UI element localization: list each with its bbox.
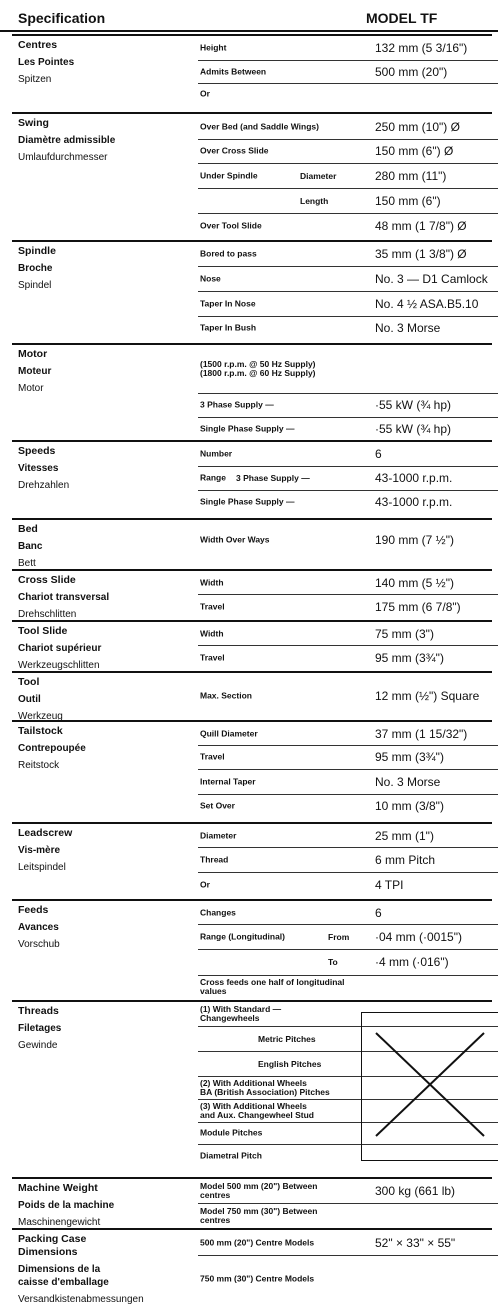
spec-parameter: Over Cross Slide — [200, 145, 269, 156]
section-label — [18, 445, 190, 496]
spec-value: 75 mm (3") — [375, 626, 434, 641]
section-label — [18, 1005, 190, 1056]
section-title-en: Cross Slide — [18, 574, 76, 586]
section-title-en: Bed — [18, 523, 38, 535]
section-label — [18, 39, 190, 90]
header-model: MODEL TF — [366, 10, 438, 26]
spec-value: 43-1000 r.p.m. — [375, 471, 453, 485]
spec-parameter: Diametral Pitch — [200, 1150, 262, 1160]
spec-parameter: 500 mm (20") Centre Models — [200, 1237, 315, 1247]
spec-parameter: (1) With Standard — Changewheels — [200, 1004, 282, 1023]
section-label — [18, 117, 190, 168]
spec-section — [12, 671, 492, 722]
spec-row — [198, 1255, 498, 1302]
section-label — [18, 1182, 190, 1233]
section-title-fr: Outil — [18, 694, 41, 705]
spec-row — [198, 520, 498, 560]
spec-section — [12, 720, 492, 818]
spec-row — [198, 242, 498, 267]
section-label — [18, 574, 190, 625]
spec-subparameter: Metric Pitches — [258, 1033, 316, 1044]
spec-row — [198, 924, 498, 950]
spec-value: 37 mm (1 15/32") — [375, 726, 468, 741]
spec-section — [12, 112, 492, 239]
spec-subparameter: To — [328, 957, 338, 967]
section-title-en: Packing Case Dimensions — [18, 1233, 87, 1258]
spec-parameter: Bored to pass — [200, 248, 257, 259]
spec-row — [198, 114, 498, 140]
section-title-fr: Chariot transversal — [18, 592, 110, 603]
section-title-de: Gewinde — [18, 1040, 58, 1051]
section-title-en: Centres — [18, 39, 58, 51]
spec-value: ·55 kW (¾ hp) — [375, 422, 452, 436]
spec-row — [198, 139, 498, 164]
spec-row — [198, 847, 498, 873]
spec-row — [198, 163, 498, 189]
spec-parameter: Quill Diameter — [200, 728, 258, 738]
spec-row — [198, 213, 498, 239]
spec-parameter: Diameter — [200, 830, 237, 840]
spec-value: 4 TPI — [375, 877, 404, 892]
section-title-en: Threads — [18, 1005, 59, 1017]
section-title-en: Motor — [18, 348, 48, 360]
spec-parameter: Set Over — [200, 800, 235, 811]
spec-value: 140 mm (5 ½") — [375, 575, 454, 590]
spec-row — [198, 1230, 498, 1256]
section-title-de: Spindel — [18, 280, 52, 291]
spec-parameter: (2) With Additional Wheels BA (British Association) Pitches — [200, 1077, 330, 1097]
spec-value: 6 — [375, 905, 382, 920]
spec-parameter: Or — [200, 88, 210, 98]
spec-value: 35 mm (1 3/8") Ø — [375, 247, 467, 261]
spec-row — [198, 673, 498, 718]
spec-section — [12, 34, 492, 104]
spec-value: 6 — [375, 447, 382, 461]
spec-parameter: Single Phase Supply — — [200, 423, 295, 434]
spec-row — [198, 824, 498, 848]
section-title-de: Werkzeug — [18, 711, 63, 722]
spec-parameter: Travel — [200, 652, 225, 662]
spec-row — [198, 571, 498, 595]
header-title: Specification — [18, 10, 106, 26]
section-title-fr: Moteur — [18, 366, 52, 377]
spec-value: 25 mm (1") — [375, 828, 434, 843]
spec-row — [198, 490, 498, 514]
spec-value: 150 mm (6") — [375, 193, 441, 208]
not-applicable-cross-box — [361, 1012, 498, 1161]
spec-parameter: Admits Between — [200, 66, 267, 76]
spec-section — [12, 518, 492, 569]
spec-subparameter: Length — [300, 195, 329, 206]
section-title-de: Werkzeugschlitten — [18, 660, 100, 671]
spec-subparameter: English Pitches — [258, 1058, 322, 1069]
spec-section — [12, 1000, 492, 1167]
spec-parameter: Or — [200, 879, 210, 889]
spec-row — [198, 794, 498, 818]
spec-section — [12, 240, 492, 340]
spec-parameter: Module Pitches — [200, 1127, 263, 1138]
section-title-de: Bett — [18, 558, 36, 569]
spec-value: 12 mm (½") Square — [375, 688, 480, 703]
section-title-fr: Vis-mère — [18, 845, 61, 856]
spec-parameter: Taper In Nose — [200, 298, 256, 308]
spec-row — [198, 594, 498, 619]
section-title-de: Motor — [18, 383, 44, 394]
spec-row — [198, 975, 498, 999]
spec-value: No. 3 Morse — [375, 774, 441, 789]
spec-value: 150 mm (6") Ø — [375, 144, 454, 158]
section-title-de: Reitstock — [18, 760, 60, 771]
spec-parameter: 3 Phase Supply — — [200, 399, 274, 410]
spec-section — [12, 620, 492, 670]
spec-row — [198, 316, 498, 340]
section-title-de: Versandkistenabmessungen — [18, 1294, 144, 1305]
spec-value: No. 3 — D1 Camlock — [375, 271, 488, 286]
section-label — [18, 725, 190, 776]
section-label — [18, 827, 190, 878]
spec-parameter: Range — [200, 472, 226, 483]
spec-parameter: Number — [200, 448, 233, 459]
spec-parameter: Range (Longitudinal) — [200, 931, 285, 941]
section-title-en: Tailstock — [18, 725, 63, 737]
spec-value: 48 mm (1 7/8") Ø — [375, 219, 467, 233]
spec-section — [12, 440, 492, 514]
spec-value: 250 mm (10") Ø — [375, 119, 460, 134]
spec-section — [12, 1228, 492, 1305]
spec-parameter: Travel — [200, 601, 225, 611]
spec-row — [198, 1179, 498, 1204]
spec-row — [198, 417, 498, 441]
spec-row — [198, 466, 498, 491]
section-title-en: Speeds — [18, 445, 56, 457]
section-title-en: Feeds — [18, 904, 49, 916]
spec-value: 95 mm (3¾") — [375, 750, 444, 764]
spec-section — [12, 569, 492, 619]
section-title-en: Swing — [18, 117, 49, 129]
spec-row — [198, 188, 498, 214]
spec-parameter: Over Bed (and Saddle Wings) — [200, 121, 319, 131]
spec-row — [198, 345, 498, 394]
spec-value: 500 mm (20") — [375, 64, 448, 79]
section-title-en: Tool Slide — [18, 625, 68, 637]
spec-parameter: Nose — [200, 273, 221, 283]
spec-parameter: Model 750 mm (30") Between centres — [200, 1206, 318, 1225]
spec-value: 280 mm (11") — [375, 168, 447, 183]
spec-parameter: Thread — [200, 854, 229, 864]
section-label — [18, 245, 190, 296]
spec-row — [198, 949, 498, 976]
section-title-fr: Les Pointes — [18, 57, 75, 68]
section-title-de: Drehschlitten — [18, 609, 77, 620]
cross-mark-icon — [362, 1013, 498, 1157]
spec-value: ·04 mm (·0015") — [375, 929, 462, 944]
spec-value: ·55 kW (¾ hp) — [375, 398, 452, 412]
section-title-en: Tool — [18, 676, 40, 688]
section-label — [18, 904, 190, 955]
section-title-de: Spitzen — [18, 74, 52, 85]
section-label — [18, 1233, 190, 1310]
section-title-en: Leadscrew — [18, 827, 73, 839]
spec-parameter: Taper In Bush — [200, 322, 257, 333]
spec-parameter: Changes — [200, 907, 236, 917]
spec-subparameter: Diameter — [300, 170, 337, 181]
spec-parameter: Width — [200, 577, 224, 587]
spec-value: ·4 mm (·016") — [375, 955, 449, 969]
section-title-fr: Contrepoupée — [18, 743, 86, 754]
spec-row — [198, 622, 498, 646]
section-title-fr: Vitesses — [18, 463, 59, 474]
section-title-fr: Filetages — [18, 1023, 62, 1034]
section-label — [18, 523, 190, 574]
spec-parameter: (1500 r.p.m. @ 50 Hz Supply) (1800 r.p.m. @ 60 Hz Supply) — [200, 359, 316, 378]
spec-value: 190 mm (7 ½") — [375, 533, 454, 547]
section-title-fr: Avances — [18, 922, 59, 933]
section-title-fr: Diamètre admissible — [18, 135, 116, 146]
section-title-de: Umlaufdurchmesser — [18, 152, 108, 163]
spec-value: 43-1000 r.p.m. — [375, 495, 453, 509]
spec-value: 300 kg (661 lb) — [375, 1184, 456, 1198]
section-title-fr: Banc — [18, 541, 43, 552]
spec-section — [12, 899, 492, 999]
section-title-en: Spindle — [18, 245, 56, 257]
spec-value: No. 4 ½ ASA.B5.10 — [375, 296, 479, 311]
spec-row — [198, 645, 498, 670]
spec-value: 132 mm (5 3/16") — [375, 41, 468, 55]
spec-parameter: Over Tool Slide — [200, 220, 262, 231]
section-title-de: Maschinengewicht — [18, 1217, 101, 1228]
spec-subparameter: 3 Phase Supply — — [236, 473, 310, 483]
section-title-de: Leitspindel — [18, 862, 66, 873]
section-title-fr: Poids de la machine — [18, 1200, 115, 1211]
spec-subparameter: From — [328, 931, 350, 942]
section-title-en: Machine Weight — [18, 1182, 98, 1194]
section-title-fr: Chariot supérieur — [18, 643, 102, 654]
spec-section — [12, 343, 492, 441]
spec-value: 95 mm (3¾") — [375, 650, 444, 665]
section-label — [18, 348, 190, 399]
spec-row — [198, 872, 498, 897]
spec-parameter: (3) With Additional Wheels and Aux. Changewheel Stud — [200, 1100, 314, 1120]
spec-section — [12, 822, 492, 897]
spec-row — [198, 769, 498, 795]
spec-parameter: 750 mm (30") Centre Models — [200, 1273, 315, 1283]
spec-row — [198, 745, 498, 770]
spec-row — [198, 722, 498, 746]
spec-parameter: Width — [200, 628, 224, 638]
section-title-fr: Broche — [18, 263, 53, 274]
section-label — [18, 625, 190, 676]
spec-value: 175 mm (6 7/8") — [375, 599, 461, 614]
spec-value: 10 mm (3/8") — [375, 799, 444, 813]
spec-row — [198, 442, 498, 467]
section-title-de: Drehzahlen — [18, 480, 70, 491]
spec-parameter: Max. Section — [200, 690, 252, 700]
spec-row — [198, 36, 498, 61]
spec-row — [198, 60, 498, 84]
spec-parameter: Height — [200, 42, 227, 53]
spec-row — [198, 83, 498, 104]
spec-value: No. 3 Morse — [375, 321, 441, 335]
spec-section — [12, 1177, 492, 1229]
spec-row — [198, 291, 498, 317]
spec-value: 52" × 33" × 55" — [375, 1235, 456, 1250]
spec-row — [198, 393, 498, 418]
spec-parameter: Internal Taper — [200, 776, 256, 786]
spec-row — [198, 266, 498, 292]
spec-parameter: Model 500 mm (20") Between centres — [200, 1181, 318, 1200]
spec-row — [198, 1203, 498, 1229]
spec-parameter: Under Spindle — [200, 170, 258, 180]
table-header — [0, 0, 498, 32]
spec-parameter: Travel — [200, 751, 225, 762]
section-title-de: Vorschub — [18, 939, 60, 950]
spec-parameter: Width Over Ways — [200, 534, 270, 545]
spec-row — [198, 901, 498, 925]
section-title-fr: Dimensions de la caisse d'emballage — [18, 1264, 109, 1288]
spec-parameter: Single Phase Supply — — [200, 496, 295, 507]
spec-parameter: Cross feeds one half of longitudinal values — [200, 977, 345, 996]
spec-value: 6 mm Pitch — [375, 852, 436, 867]
